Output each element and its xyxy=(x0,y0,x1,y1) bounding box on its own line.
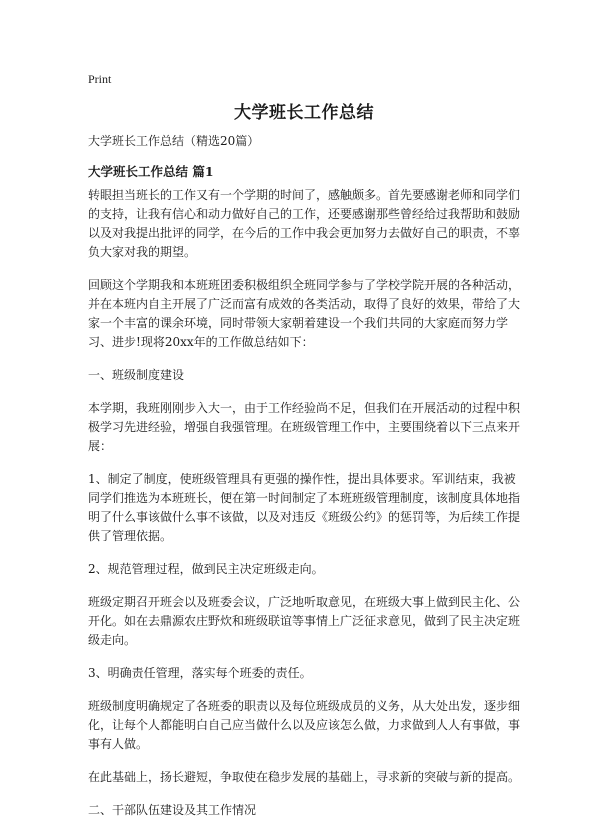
paragraph: 转眼担当班长的工作又有一个学期的时间了，感触颇多。首先要感谢老师和同学们的支持，让我有信心和动力做好自己的工作，还要感谢那些曾经给过我帮助和鼓励以及对我提出批评的同学，在今后的工作中我会更加努力去做好自己的职责，不辜负大家对我的期望。 xyxy=(88,188,521,259)
paragraph: 本学期，我班刚刚步入大一，由于工作经验尚不足，但我们在开展活动的过程中积极学习先进经验，增强自我强管理。在班级管理工作中，主要围绕着以下三点来开展： xyxy=(88,401,521,453)
print-link[interactable]: Print xyxy=(88,72,112,86)
paragraph: 1、制定了制度，使班级管理具有更强的操作性，提出具体要求。军训结束，我被同学们推选为本班班长，便在第一时间制定了本班班级管理制度，该制度具体地指明了什么事该做什么事不该做，以及对违反《班级公约》的惩罚等，为后续工作提供了管理依据。 xyxy=(88,472,521,543)
subheading: 2、规范管理过程，做到民主决定班级走向。 xyxy=(88,562,324,576)
subheading: 二、干部队伍建设及其工作情况 xyxy=(88,803,257,817)
paragraph: 在此基础上，扬长避短，争取使在稳步发展的基础上，寻求新的突破与新的提高。 xyxy=(88,770,521,784)
subheading: 3、明确责任管理，落实每个班委的责任。 xyxy=(88,666,312,680)
section-heading: 大学班长工作总结 篇1 xyxy=(88,164,214,179)
paragraph: 班级制度明确规定了各班委的职责以及每位班级成员的义务，从大处出发，逐步细化，让每个人都能明白自己应当做什么以及应该怎么做，力求做到人人有事做，事事有人做。 xyxy=(88,699,521,751)
paragraph: 班级定期召开班会以及班委会议，广泛地听取意见，在班级大事上做到民主化、公开化。如在去鼎源农庄野炊和班级联谊等事情上广泛征求意见，做到了民主决定班级走向。 xyxy=(88,595,521,647)
document-title: 大学班长工作总结 xyxy=(234,103,374,123)
document-body xyxy=(88,186,520,834)
paragraph: 回顾这个学期我和本班班团委积极组织全班同学参与了学校学院开展的各种活动，并在本班内自主开展了广泛而富有成效的各类活动，取得了良好的效果，带给了大家一个丰富的课余环境，同时带领大家朝着建设一个我们共同的大家庭而努力学习、进步!现将20xx年的工作做总结如下： xyxy=(88,278,521,349)
subheading: 一、班级制度建设 xyxy=(88,368,185,382)
document-subtitle: 大学班长工作总结（精选20篇） xyxy=(88,134,260,148)
